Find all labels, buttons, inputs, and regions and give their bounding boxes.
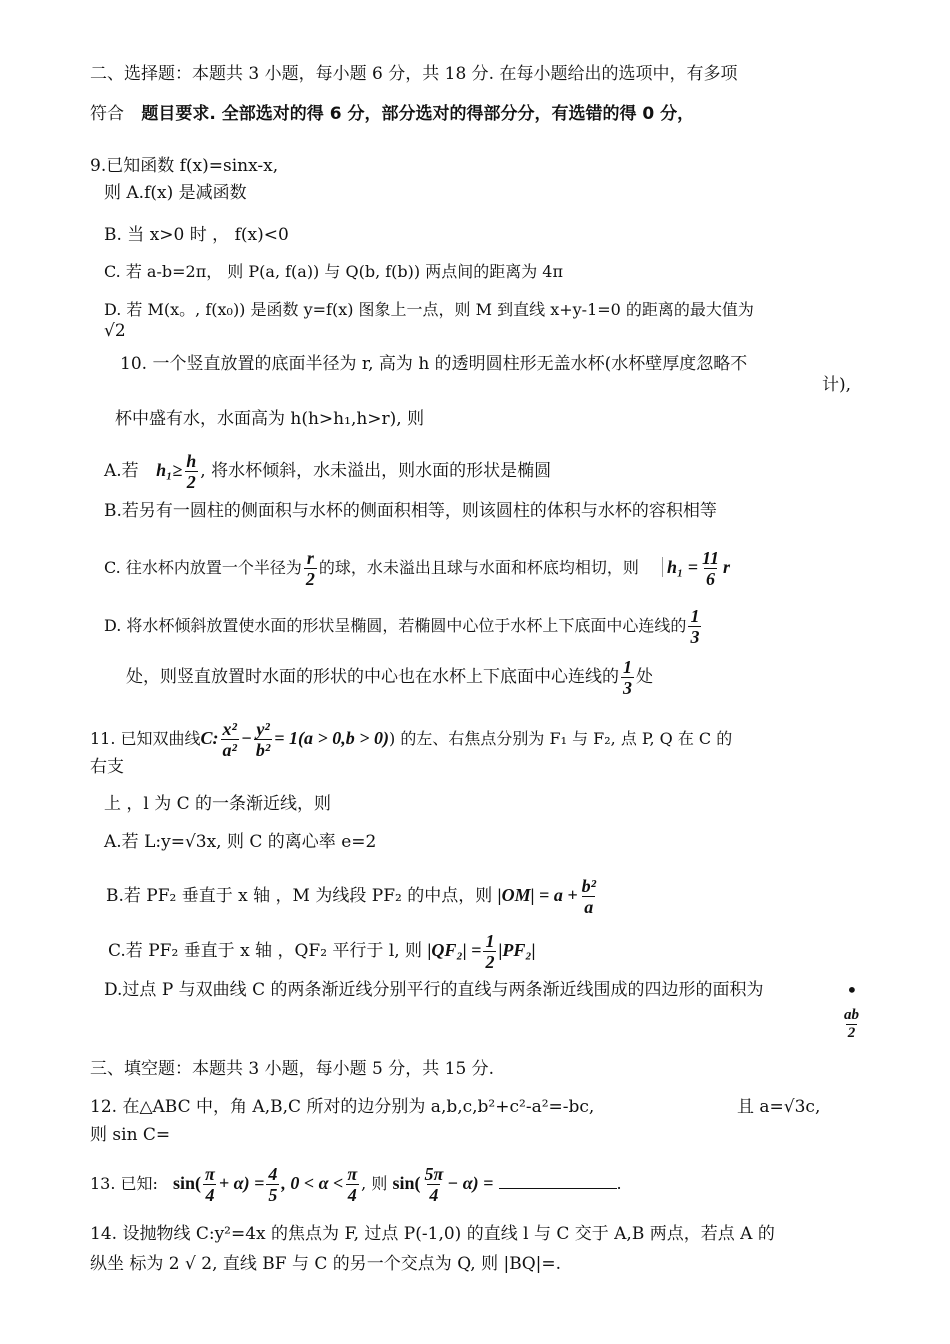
q14-stem-2: 纵坐 标为 2 √ 2, 直线 BF 与 C 的另一个交点为 Q, 则 |BQ|=. [90,1254,562,1274]
q11-b-fraction [580,877,598,916]
q13-5pi-fraction [422,1165,445,1204]
q9-option-d-value: √2 [104,321,126,341]
section-2-heading-cont [90,103,694,125]
q10-a-prefix: A.若 [104,461,139,481]
q11-prefix: 11. 已知双曲线 [90,729,201,748]
q11-option-a: A.若 L:y=√3x, 则 C 的离心率 e=2 [104,832,377,852]
q11-b-denominator: a [584,897,594,917]
q11-b-numerator: b² [581,876,596,896]
q10-d-fraction [688,607,701,646]
q10-a-fraction [184,452,198,491]
q10-a-denominator: 2 [186,472,196,492]
q13-plus-alpha: + α) = [218,1173,265,1193]
q10-c-numerator: r [306,548,314,568]
q11-x-numerator: x² [222,719,237,739]
q10-a-text: , 将水杯倾斜，水未溢出，则水面的形状是椭圆 [200,461,552,481]
q11-c-denominator: 2 [485,952,495,972]
q13-sin-2: sin( [392,1173,421,1193]
q10-c-fraction [304,549,317,588]
q11-d-value [840,1002,863,1046]
q10-d-text: D. 将水杯倾斜放置使水面的形状呈椭圆，若椭圆中心位于水杯上下底面中心连线的 [104,616,687,635]
q10-a-lhs: h₁≥ [156,460,183,480]
q10-c-denominator: 2 [305,569,315,589]
q10-c-r: r [723,557,731,577]
q11-x-fraction [221,720,239,759]
q12-ask: 则 sin C= [90,1125,171,1145]
q10-d2-denominator: 3 [623,678,632,698]
q10-d2-end: 处 [636,667,653,687]
q11-d-denominator: 2 [847,1025,856,1041]
q11-stem [90,713,732,763]
q11-b-text: B.若 PF₂ 垂直于 x 轴 ，M 为线段 PF₂ 的中点，则 [106,886,493,906]
q10-option-d [104,604,703,648]
q13-pi-fraction [203,1165,217,1204]
q11-stem-2: 右支 [90,757,124,777]
q10-option-b: B.若另有一圆柱的侧面积与水杯的侧面积相等，则该圆柱的体积与水杯的容积相等 [104,501,717,521]
section-2-word: 符合 [90,104,124,124]
q11-c-lhs: |QF₂| = [427,940,482,960]
q10-stem: 10. 一个竖直放置的底面半径为 r, 高为 h 的透明圆柱形无盖水杯(水杯壁厚度忽略不 [120,354,748,374]
q13-pi-denominator: 4 [205,1185,215,1205]
section-2-heading: 二、选择题：本题共 3 小题，每小题 6 分，共 18 分. 在每小题给出的选项中，有多项 [90,64,738,84]
q10-d2-fraction [621,658,634,697]
q13-pi2-fraction [345,1165,359,1204]
q13-value-fraction [266,1165,279,1204]
q9-option-a: 则 A.f(x) 是减函数 [104,183,247,203]
q10-d2-numerator: 1 [623,657,632,677]
q13-pi2-denominator: 4 [347,1185,357,1205]
q13-value-denominator: 5 [268,1185,278,1205]
q13-sin-1: sin( [173,1173,202,1193]
q10-c-numerator-2: 11 [702,548,720,568]
q10-option-d-cont [126,655,653,699]
q12-stem: 12. 在△ABC 中，角 A,B,C 所对的边分别为 a,b,c,b²+c²-a²=-bc, [90,1097,595,1117]
q11-stem-text: ) 的左、右焦点分别为 F₁ 与 F₂, 点 P, Q 在 C 的 [389,729,733,748]
q11-y-numerator: y² [256,719,270,739]
q13-5pi-numerator: 5π [424,1164,444,1184]
q11-option-b [106,870,600,920]
q13-prefix: 13. 已知: [90,1174,158,1193]
q11-c-text: C.若 PF₂ 垂直于 x 轴 ，QF₂ 平行于 l, 则 [108,941,423,961]
q10-c-lhs: h₁ = [662,557,698,577]
q13-then: , 则 [361,1174,388,1193]
q10-d-numerator: 1 [690,606,700,626]
q9-option-b: B. 当 x>0 时 ， f(x)<0 [104,225,289,245]
q13-end: . [616,1174,622,1193]
q13-minus-alpha: − α) = [447,1173,494,1193]
q10-c-fraction-2 [700,549,721,588]
q10-c-prefix: C. 往水杯内放置一个半径为 [104,558,302,577]
q11-d-fraction [842,1008,861,1041]
q10-option-a [104,450,551,490]
q11-d-bullet: • [846,978,858,1002]
q10-c-text: 的球，水未溢出且球与水面和杯底均相切，则 [318,558,639,577]
q12-condition: 且 a=√3c, [737,1097,821,1117]
q13-stem [90,1158,622,1208]
q11-y-denominator: b² [255,740,271,760]
q11-c-rhs: |PF₂| [498,940,536,960]
q11-b-math: |OM| = a + [497,885,578,905]
q11-c-label: C: [200,728,219,748]
q13-5pi-denominator: 4 [429,1185,439,1205]
q13-range: , 0 < α < [281,1173,344,1193]
q10-d2-text: 处，则竖直放置时水面的形状的中心也在水杯上下底面中心连线的 [126,667,619,687]
q10-a-numerator: h [186,451,197,471]
section-3-heading: 三、填空题：本题共 3 小题，每小题 5 分，共 15 分. [90,1059,495,1079]
q14-stem: 14. 设抛物线 C:y²=4x 的焦点为 F, 过点 P(-1,0) 的直线 l 与 C 交于 A,B 两点，若点 A 的 [90,1224,775,1244]
q13-pi-numerator: π [205,1164,215,1184]
q11-d-numerator: ab [844,1007,859,1023]
q13-answer-blank[interactable] [499,1174,617,1189]
q10-d-denominator: 3 [690,627,700,647]
q13-pi2-numerator: π [347,1164,358,1184]
q11-minus: − [240,728,252,748]
q10-stem-end: 计), [822,375,852,395]
q10-c-denominator-2: 6 [706,569,716,589]
q11-option-d: D.过点 P 与双曲线 C 的两条渐近线分别平行的直线与两条渐近线围成的四边形的面积为 [104,980,764,1000]
q10-option-c [104,545,730,589]
q11-c-fraction [483,932,496,971]
q11-option-c [108,928,536,972]
q9-option-d: D. 若 M(x。, f(x₀)) 是函数 y=f(x) 图象上一点，则 M 到直线 x+y-1=0 的距离的最大值为 [104,300,754,319]
q9-stem: 9.已知函数 f(x)=sinx-x, [90,156,279,176]
q13-value-numerator: 4 [268,1164,278,1184]
section-2-rule: 题目要求. 全部选对的得 6 分，部分选对的得部分分，有选错的得 0 分， [141,104,695,124]
q11-equation-rhs: = 1(a > 0,b > 0) [274,728,390,748]
q11-x-denominator: a² [222,740,237,760]
q11-c-numerator: 1 [485,931,495,951]
q11-y-fraction [254,720,272,759]
q11-stem-3: 上 ，l 为 C 的一条渐近线，则 [104,794,332,814]
q10-stem-2: 杯中盛有水，水面高为 h(h>h₁,h>r), 则 [115,409,425,429]
q9-option-c: C. 若 a-b=2π， 则 P(a, f(a)) 与 Q(b, f(b)) 两点间的距离为 4π [104,262,564,281]
